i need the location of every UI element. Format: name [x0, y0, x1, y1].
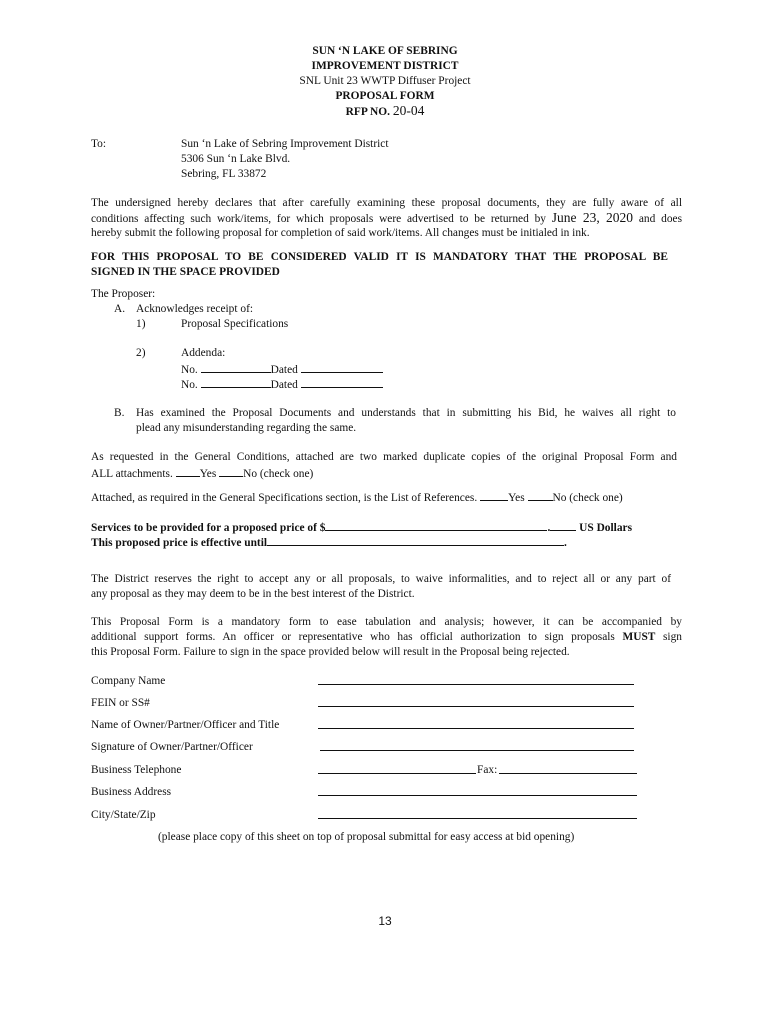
references-line: [91, 489, 623, 505]
rfp-number: 20-04: [392, 103, 425, 118]
form-title: PROPOSAL FORM: [335, 90, 435, 102]
reserve-line1: The District reserves the right to accept any or all proposals, to waive informalities, and to reject all or any part of: [91, 573, 671, 585]
company-name-field[interactable]: [318, 684, 634, 685]
addenda-no-label: No.: [181, 364, 198, 376]
submittal-note: (please place copy of this sheet on top of proposal submittal for easy access at bid opening): [158, 831, 575, 843]
district-name-line2: IMPROVEMENT DISTRICT: [311, 60, 459, 72]
addenda-no-field-2[interactable]: [201, 376, 271, 388]
declaration-text: conditions affecting such work/items, for which proposals were advertised to be returned by: [91, 213, 546, 225]
rfp-label: RFP NO.: [345, 106, 390, 118]
fax-label: Fax:: [477, 764, 498, 776]
mandatory-form-line1: This Proposal Form is a mandatory form to ease tabulation and analysis; however, it can be accompanied by: [91, 616, 682, 628]
price-dollars-field[interactable]: [325, 519, 547, 531]
item-a-text: Acknowledges receipt of:: [136, 303, 254, 315]
mandatory-form-text: additional support forms. An officer or representative who has official authorization to sign proposals: [91, 631, 615, 643]
declaration-line1: The undersigned hereby declares that after carefully examining these proposal documents, they are fully aware of all: [91, 197, 682, 209]
fein-field[interactable]: [318, 706, 634, 707]
references-yes-field[interactable]: [480, 489, 508, 501]
declaration-text-end: and does: [638, 213, 682, 225]
item-a-label: A.: [114, 303, 126, 315]
owner-name-label: Name of Owner/Partner/Officer and Title: [91, 719, 280, 731]
references-text: Attached, as required in the General Specifications section, is the List of References.: [91, 492, 478, 504]
declaration-line3: hereby submit the following proposal for completion of said work/items. All changes must be initialed in ink.: [91, 227, 590, 239]
to-address-line3: Sebring, FL 33872: [181, 168, 267, 180]
effective-until-field[interactable]: [267, 534, 564, 546]
addenda-dated-field-1[interactable]: [301, 361, 383, 373]
mandatory-notice-line2: SIGNED IN THE SPACE PROVIDED: [91, 266, 280, 278]
effective-until-label: This proposed price is effective until: [91, 537, 268, 549]
city-state-zip-label: City/State/Zip: [91, 809, 156, 821]
addenda-dated-label: Dated: [270, 379, 298, 391]
fein-label: FEIN or SS#: [91, 697, 150, 709]
fax-field[interactable]: [499, 773, 637, 774]
price-currency: US Dollars: [579, 522, 633, 534]
signature-label: Signature of Owner/Partner/Officer: [91, 741, 253, 753]
general-conditions-line2: [91, 465, 313, 481]
mandatory-form-line2: [91, 630, 682, 644]
general-conditions-line1: As requested in the General Conditions, attached are two marked duplicate copies of the original Proposal Form and: [91, 451, 677, 463]
price-label: Services to be provided for a proposed price of $: [91, 522, 326, 534]
item-2-num: 2): [136, 347, 146, 359]
telephone-field[interactable]: [318, 773, 476, 774]
proposer-label: The Proposer:: [91, 288, 156, 300]
attachments-yes-field[interactable]: [176, 465, 200, 477]
attachments-yes-label: Yes: [199, 468, 217, 480]
addenda-row-1: [181, 361, 383, 377]
signature-field[interactable]: [320, 750, 634, 751]
item-1-text: Proposal Specifications: [181, 318, 289, 330]
references-no-label: No (check one): [552, 492, 623, 504]
addenda-dated-label: Dated: [270, 364, 298, 376]
page-number: 13: [378, 914, 392, 928]
project-title: SNL Unit 23 WWTP Diffuser Project: [299, 75, 471, 87]
references-yes-label: Yes: [508, 492, 525, 504]
price-line2: This proposed price is effective until .: [91, 534, 567, 550]
telephone-label: Business Telephone: [91, 764, 182, 776]
mandatory-form-line3: this Proposal Form. Failure to sign in the space provided below will result in the Proposal being rejected.: [91, 646, 570, 658]
attachments-no-label: No (check one): [243, 468, 314, 480]
city-state-zip-field[interactable]: [318, 818, 637, 819]
declaration-line2: [91, 211, 682, 226]
addenda-dated-field-2[interactable]: [301, 376, 383, 388]
item-1-num: 1): [136, 318, 146, 330]
price-cents-field[interactable]: [550, 519, 576, 531]
item-b-label: B.: [114, 407, 125, 419]
addenda-no-label: No.: [181, 379, 198, 391]
price-line1: Services to be provided for a proposed price of $ . US Dollars: [91, 519, 632, 535]
reserve-line2: any proposal as they may deem to be in the best interest of the District.: [91, 588, 415, 600]
owner-name-field[interactable]: [318, 728, 634, 729]
addenda-no-field-1[interactable]: [201, 361, 271, 373]
attachments-text: ALL attachments.: [91, 468, 173, 480]
item-2-text: Addenda:: [181, 347, 226, 359]
to-address-line1: Sun ‘n Lake of Sebring Improvement District: [181, 138, 389, 150]
must-emphasis: MUST: [622, 631, 656, 643]
company-name-label: Company Name: [91, 675, 166, 687]
district-name-line1: SUN ‘N LAKE OF SEBRING: [312, 45, 458, 57]
to-address-line2: 5306 Sun ‘n Lake Blvd.: [181, 153, 291, 165]
addenda-row-2: [181, 376, 383, 392]
to-label: To:: [91, 138, 107, 150]
business-address-field[interactable]: [318, 795, 637, 796]
mandatory-notice-line1: FOR THIS PROPOSAL TO BE CONSIDERED VALID IT IS MANDATORY THAT THE PROPOSAL BE: [91, 251, 668, 263]
references-no-field[interactable]: [528, 489, 553, 501]
mandatory-form-text-end: sign: [663, 631, 682, 643]
rfp-line: [0, 104, 770, 119]
item-b-line1: Has examined the Proposal Documents and understands that in submitting his Bid, he waives all right to: [136, 407, 676, 419]
attachments-no-field[interactable]: [219, 465, 243, 477]
due-date: June 23, 2020: [551, 210, 634, 225]
business-address-label: Business Address: [91, 786, 172, 798]
item-b-line2: plead any misunderstanding regarding the same.: [136, 422, 357, 434]
